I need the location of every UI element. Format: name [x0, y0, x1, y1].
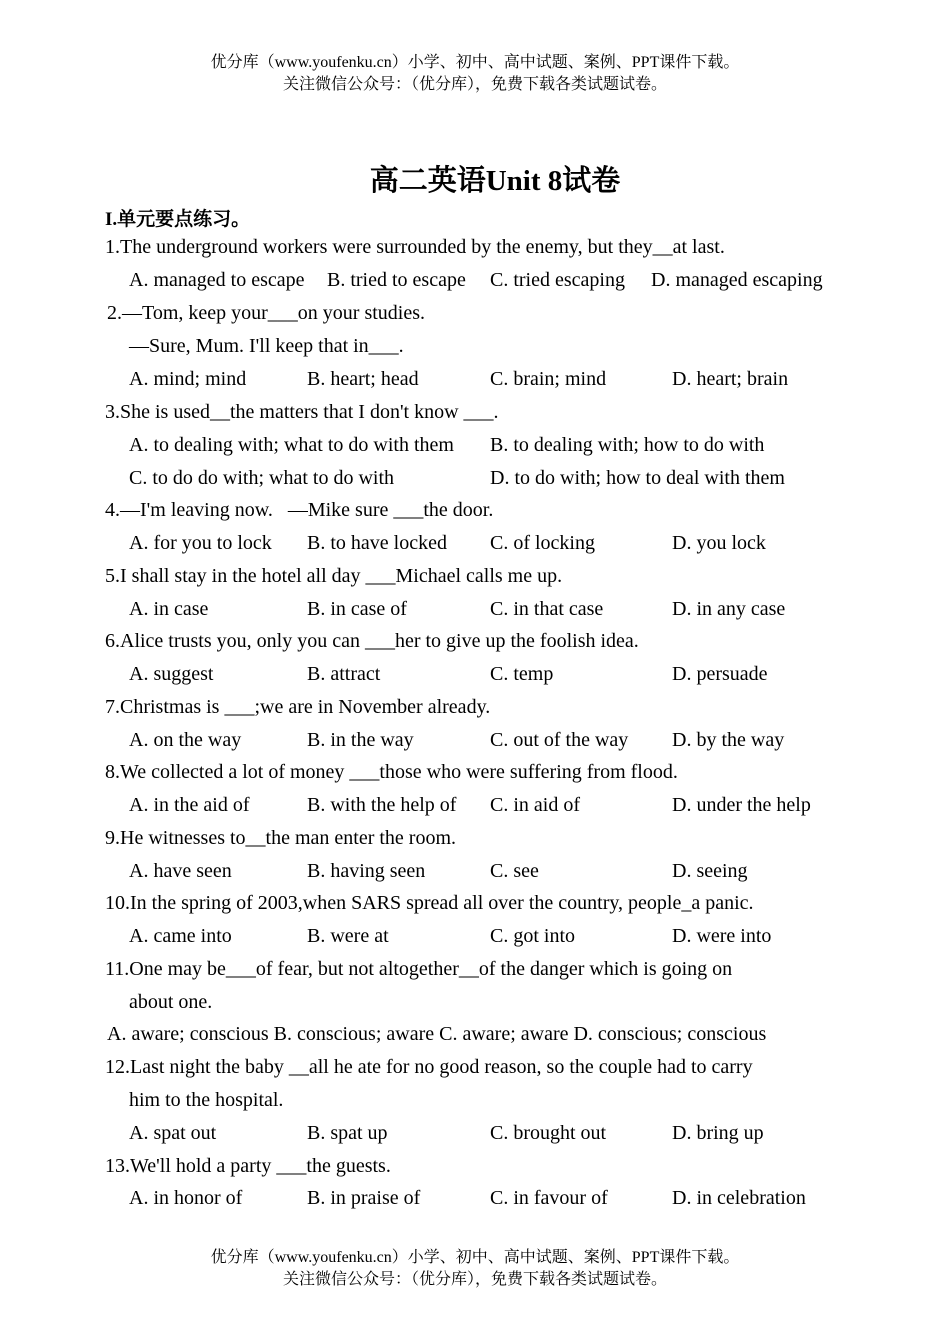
question-stem: 3.She is used__the matters that I don't know ___.	[105, 401, 499, 423]
option-a: A. for you to lock	[129, 532, 272, 554]
option-a: A. in case	[129, 598, 209, 620]
option-b: B. in the way	[307, 729, 414, 751]
question-stem: 13.We'll hold a party ___the guests.	[105, 1155, 391, 1177]
option-a: A. came into	[129, 925, 232, 947]
option-b: B. were at	[307, 925, 389, 947]
option-b: B. in case of	[307, 598, 407, 620]
footer-line-1: 优分库（www.youfenku.cn）小学、初中、高中试题、案例、PPT课件下载。	[210, 1249, 740, 1266]
option-d: D. you lock	[672, 532, 766, 554]
option-b: B. in praise of	[307, 1187, 421, 1209]
option-d: D. heart; brain	[672, 368, 789, 390]
question-stem: 1.The underground workers were surrounded by the enemy, but they__at last.	[105, 236, 725, 258]
option-a: A. have seen	[129, 860, 232, 882]
header-line-1: 优分库（www.youfenku.cn）小学、初中、高中试题、案例、PPT课件下载。	[210, 54, 740, 71]
option-b: B. spat up	[307, 1122, 388, 1144]
option-c: C. to do do with; what to do with	[129, 467, 394, 489]
question-stem: 11.One may be___of fear, but not altogether__of the danger which is going on	[105, 958, 733, 980]
question-stem: 2.—Tom, keep your___on your studies.	[107, 302, 426, 324]
option-c: C. brain; mind	[490, 368, 607, 390]
option-c: C. of locking	[490, 532, 595, 554]
question-stem-continued: —Sure, Mum. I'll keep that in___.	[129, 335, 404, 357]
question-stem: 4.—I'm leaving now. —Mike sure ___the door.	[105, 499, 494, 521]
option-d: D. managed escaping	[651, 269, 823, 291]
option-c: C. tried escaping	[490, 269, 625, 291]
question-stem: 6.Alice trusts you, only you can ___her to give up the foolish idea.	[105, 630, 639, 652]
option-a: A. in honor of	[129, 1187, 243, 1209]
option-c: C. in favour of	[490, 1187, 608, 1209]
option-c: C. temp	[490, 663, 554, 685]
footer-line-2: 关注微信公众号：（优分库），免费下载各类试题试卷。	[282, 1271, 667, 1288]
option-b: B. having seen	[307, 860, 426, 882]
option-b: B. attract	[307, 663, 381, 685]
option-d: D. to do with; how to deal with them	[490, 467, 785, 489]
option-c: C. got into	[490, 925, 576, 947]
option-c: C. in that case	[490, 598, 604, 620]
question-stem: 10.In the spring of 2003,when SARS spread all over the country, people_a panic.	[105, 892, 754, 914]
question-stem-continued: him to the hospital.	[129, 1089, 284, 1111]
option-c: C. in aid of	[490, 794, 580, 816]
option-c: C. brought out	[490, 1122, 607, 1144]
option-b: B. to dealing with; how to do with	[490, 434, 765, 456]
option-b: B. with the help of	[307, 794, 457, 816]
option-a: A. on the way	[129, 729, 242, 751]
question-stem: 9.He witnesses to__the man enter the room.	[105, 827, 457, 849]
question-stem: 7.Christmas is ___;we are in November already.	[105, 696, 491, 718]
option-a: A. to dealing with; what to do with them	[129, 434, 454, 456]
option-d: D. by the way	[672, 729, 785, 751]
section-heading: I.单元要点练习。	[105, 209, 251, 230]
option-d: D. in any case	[672, 598, 786, 620]
option-b: B. heart; head	[307, 368, 419, 390]
option-d: D. in celebration	[672, 1187, 806, 1209]
option-d: D. under the help	[672, 794, 811, 816]
option-a: A. in the aid of	[129, 794, 250, 816]
question-stem-continued: about one.	[129, 991, 213, 1013]
page-title: 高二英语Unit 8试卷	[369, 165, 621, 197]
question-stem: 5.I shall stay in the hotel all day ___Michael calls me up.	[105, 565, 563, 587]
option-d: D. persuade	[672, 663, 768, 685]
option-line: A. aware; conscious B. conscious; aware C. aware; aware D. conscious; conscious	[107, 1023, 767, 1045]
option-c: C. out of the way	[490, 729, 629, 751]
option-a: A. spat out	[129, 1122, 217, 1144]
option-b: B. to have locked	[307, 532, 447, 554]
question-stem: 8.We collected a lot of money ___those who were suffering from flood.	[105, 761, 678, 783]
option-b: B. tried to escape	[327, 269, 466, 291]
option-d: D. seeing	[672, 860, 748, 882]
header-line-2: 关注微信公众号：（优分库），免费下载各类试题试卷。	[282, 76, 667, 93]
option-a: A. mind; mind	[129, 368, 247, 390]
question-stem: 12.Last night the baby __all he ate for no good reason, so the couple had to carry	[105, 1056, 753, 1078]
option-c: C. see	[490, 860, 539, 882]
option-a: A. managed to escape	[129, 269, 305, 291]
option-d: D. were into	[672, 925, 772, 947]
option-d: D. bring up	[672, 1122, 764, 1144]
option-a: A. suggest	[129, 663, 214, 685]
